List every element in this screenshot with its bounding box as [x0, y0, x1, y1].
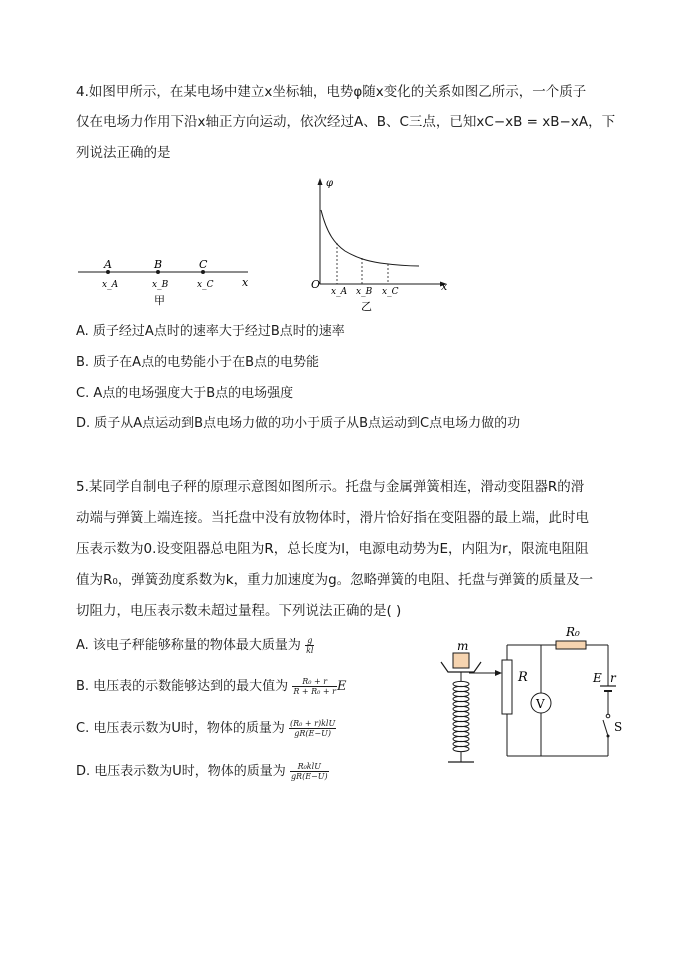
- q5-option-a-num: g: [305, 636, 314, 646]
- q4-option-b: B. 质子在A点的电势能小于在B点的电势能: [76, 355, 319, 370]
- switch-blade: [603, 720, 608, 736]
- yi-origin-label: O: [311, 278, 321, 291]
- q5-option-d: [76, 762, 329, 782]
- q5-option-d-text: D. 电压表示数为U时，物体的质量为: [76, 764, 286, 779]
- q5-option-d-num: R₀klU: [290, 762, 329, 772]
- q5-option-d-fraction: [290, 762, 329, 781]
- q5-option-b-num: R₀ + r: [292, 677, 337, 687]
- q4-option-a: A. 质子经过A点时的速率大于经过B点时的速率: [76, 324, 345, 339]
- q5-option-c-den: gR(E−U): [294, 729, 331, 738]
- q5-line-2: 动端与弹簧上端连接。当托盘中没有放物体时，滑片恰好指在变阻器的最上端，此时电: [76, 510, 589, 526]
- q5-line-3: 压表示数为0.设变阻器总电阻为R，总长度为l，电源电动势为E，内阻为r，限流电阻阻: [76, 541, 589, 557]
- rheostat-label: R: [518, 670, 528, 685]
- spring-icon: [453, 681, 469, 751]
- point-c-label: C: [199, 258, 208, 271]
- rheostat: [502, 660, 512, 714]
- internal-resistance-label: r: [610, 671, 616, 685]
- q5-line-4: 值为R₀，弹簧劲度系数为k，重力加速度为g。忽略弹簧的电阻、托盘与弹簧的质量及一: [76, 572, 594, 588]
- q4-line-2-text: 仅在电场力作用下沿x轴正方向运动，依次经过A、B、C三点，已知x: [76, 114, 485, 130]
- figure-jia: [70, 252, 270, 312]
- q5-option-c: [76, 719, 336, 739]
- potential-curve: [321, 210, 419, 266]
- circuit-diagram: [430, 618, 645, 768]
- q4-line-1: 4.如图甲所示，在某电场中建立x坐标轴，电势φ随x变化的关系如图乙所示，一个质子: [76, 84, 587, 100]
- q5-option-d-den: gR(E−U): [290, 772, 328, 781]
- jia-axis-x-label: x: [242, 276, 249, 289]
- yi-xb-tick: x_B: [356, 287, 373, 297]
- yi-xc-tick: x_C: [382, 287, 399, 297]
- jia-xa-label: x_A: [102, 280, 119, 290]
- mass-label: m: [457, 639, 469, 653]
- q5-line-1: 5.某同学自制电子秤的原理示意图如图所示。托盘与金属弹簧相连，滑动变阻器R的滑: [76, 479, 585, 495]
- q5-option-b: [76, 677, 346, 697]
- q5-option-b-den: R + R₀ + r: [293, 687, 336, 696]
- q5-option-a: [76, 636, 314, 656]
- q5-line-5: 切阻力，电压表示数未超过量程。下列说法正确的是( ): [76, 603, 402, 619]
- jia-xb-label: x_B: [152, 280, 169, 290]
- yi-phi-label: φ: [326, 178, 334, 189]
- q4-line-2-math: C−xB = xB−xA，下: [484, 114, 616, 130]
- resistor-r0-label: R₀: [566, 625, 580, 639]
- switch-label: S: [614, 720, 623, 734]
- q5-option-c-fraction: [289, 719, 336, 738]
- q5-option-a-text: A. 该电子秤能够称量的物体最大质量为: [76, 638, 301, 653]
- q5-option-a-fraction: [305, 636, 314, 655]
- jia-caption: 甲: [154, 294, 165, 307]
- point-a-label: A: [104, 258, 112, 271]
- jia-xc-label: x_C: [197, 280, 214, 290]
- q5-option-c-text: C. 电压表示数为U时，物体的质量为: [76, 721, 285, 736]
- slider-arrow-icon: [495, 670, 502, 676]
- q4-option-c: C. A点的电场强度大于B点的电场强度: [76, 386, 294, 401]
- voltmeter-label: V: [536, 697, 545, 711]
- figure-yi: [305, 172, 455, 312]
- yi-y-arrow-icon: [318, 178, 323, 185]
- q5-option-b-text: B. 电压表的示数能够达到的最大值为: [76, 679, 289, 694]
- resistor-r0: [556, 641, 586, 649]
- q4-line-2: [76, 112, 615, 132]
- mass-block: [453, 653, 469, 668]
- q5-option-a-den: kl: [306, 646, 314, 655]
- yi-xa-tick: x_A: [331, 287, 348, 297]
- q4-line-3: 列说法正确的是: [76, 145, 171, 161]
- q5-option-c-num: (R₀ + r)klU: [290, 719, 336, 728]
- q5-option-b-fraction: [292, 677, 337, 696]
- q5-option-b-tail: E: [336, 679, 347, 694]
- emf-label: E: [593, 671, 602, 685]
- point-b-label: B: [154, 258, 163, 271]
- yi-caption: 乙: [361, 300, 372, 312]
- switch-top-contact: [606, 714, 610, 718]
- q4-option-d: D. 质子从A点运动到B点电场力做的功小于质子从B点运动到C点电场力做的功: [76, 416, 521, 431]
- yi-x-label: x: [441, 280, 448, 293]
